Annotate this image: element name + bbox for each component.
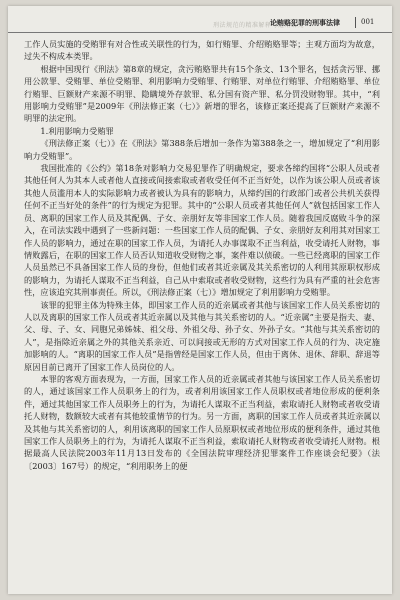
paragraph: 我国批准的《公约》第18条对影响力交易犯罪作了明确规定，要求各缔约国将“公职人员或者其他任何人为其本人或者他人直接或间接索取或者收受任何不正当好处，以作为该公职人员或者该其他人员滥用本人的实际影响力或者被认为具有的影响力，从缔约国的行政部门或者公共机关获得任何不正当好处的条件”的行为规定为犯罪。其中的“公职人员或者其他任何人”就包括国家工作人员、离职的国家工作人员及其配偶、子女、亲朋好友等非国家工作人员。随着我国反腐败斗争的深入，在司法实践中遇到了一些新问题：一些国家工作人员的配偶、子女、亲朋好友利用其对国家工作人员的影响力，通过在职的国家工作人员，为请托人办事谋取不正当利益，收受请托人财物，事情败露后，在职的国家工作人员否认知道收受财物之事，案件难以侦破。一些已经离职的国家工作人员虽然已不具备国家工作人员的身份，但他们或者其近亲属及其关系密切的人利用其原职权形成的影响力，为请托人谋取不正当利益，自己从中索取或者收受财物，这些行为具有严重的社会危害性，应该追究其刑事责任。所以，《刑法修正案（七）》增加规定了利用影响力受贿罪。 bbox=[24, 163, 380, 298]
header-separator bbox=[355, 17, 356, 28]
book-page bbox=[8, 6, 392, 594]
paragraph: 《刑法修正案（七）》在《刑法》第388条后增加一条作为第388条之一，增加规定了“利用影响力受贿罪”。 bbox=[24, 138, 380, 161]
page-number: 001 bbox=[361, 18, 375, 26]
paragraph: 本罪的客观方面表现为，一方面，国家工作人员的近亲属或者其他与该国家工作人员关系密切的人，通过该国家工作人员职务上的行为，或者利用该国家工作人员职权或者地位形成的便利条件，通过其他国家工作人员职务上的行为，为请托人谋取不正当利益，索取请托人财物或者收受请托人财物，数额较大或者有其他较重情节的行为。另一方面，离职的国家工作人员或者其近亲属以及其他与其关系密切的人，利用该离职的国家工作人员原职权或者地位形成的便利条件，通过其他国家工作人员职务上的行为，为请托人谋取不正当利益，索取请托人财物或者收受请托人财物。根据最高人民法院2003年11月13日发布的《全国法院审理经济犯罪案件工作座谈会纪要》（法〔2003〕167号）的规定，“利用职务上的便 bbox=[24, 373, 380, 471]
running-header bbox=[8, 16, 392, 33]
paragraph: 根据中国现行《刑法》第8章的规定，贪污贿赂罪共有15个条文、13个罪名，包括贪污罪、挪用公款罪、受贿罪、单位受贿罪、利用影响力受贿罪、行贿罪、对单位行贿罪、介绍贿赂罪、单位行贿罪、巨额财产来源不明罪、隐瞒境外存款罪、私分国有资产罪、私分罚没财物罪。其中，“利用影响力受贿罪”是2009年《刑法修正案（七）》新增的罪名，该修正案还提高了巨额财产来源不明罪的法定刑。 bbox=[24, 63, 380, 124]
paragraph: 工作人员实施的受贿罪有对合性或关联性的行为，如行贿罪、介绍贿赂罪等；主观方面均为故意，过失不构成本类罪。 bbox=[24, 39, 380, 62]
header-title: 论贿赂犯罪的刑事法律 bbox=[270, 18, 340, 27]
header-decoration: 刑法规范的精准解释与适用研究 bbox=[213, 22, 305, 29]
page-body bbox=[24, 38, 380, 586]
paragraph: 该罪的犯罪主体为特殊主体，即国家工作人员的近亲属或者其他与该国家工作人员关系密切的人以及离职的国家工作人员或者其近亲属以及其他与其关系密切的人。“近亲属”主要是指夫、妻、父、母、子、女、同胞兄弟姊妹、祖父母、外祖父母、孙子女、外孙子女。“其他与其关系密切的人”，是指除近亲属之外的其他关系亲近、可以间接或无形的方式对国家工作人员的行为、决定施加影响的人。“离职的国家工作人员”是指曾经是国家工作人员，但由于离休、退休、辞职、辞退等原因目前已离开了国家工作人员岗位的人。 bbox=[24, 299, 380, 372]
section-heading: 1.利用影响力受贿罪 bbox=[40, 125, 114, 136]
